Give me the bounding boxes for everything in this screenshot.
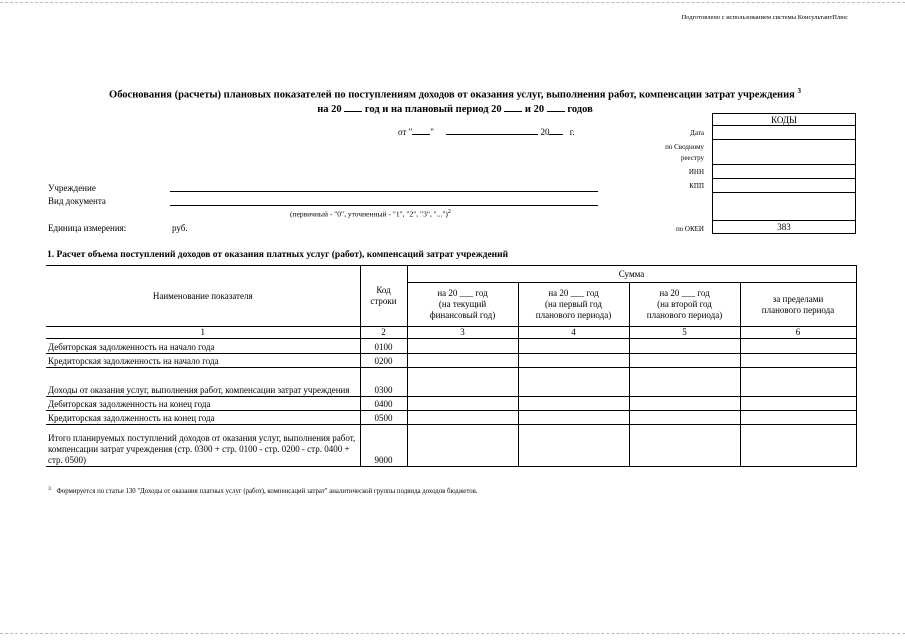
table-row <box>46 354 856 368</box>
date-year-field[interactable] <box>549 134 563 135</box>
doc-type-hint-text: (первичный - "0", уточненный - "1", "2", "3", "...") <box>290 209 448 219</box>
sum-header: Сумма <box>407 266 856 283</box>
col3-header <box>407 283 518 327</box>
row-name: Итого планируемых поступлений доходов от оказания услуг, выполнения работ, компенсации затрат учреждения (стр. 0300 + стр. 0100 - стр. 0200 - стр. 0400 + стр. 0500) <box>46 425 360 467</box>
date-year-label: 20 <box>540 127 550 137</box>
title-year-field-1[interactable] <box>344 111 362 112</box>
col5-header-line2: (на второй год <box>657 299 712 309</box>
row-code: 0200 <box>360 354 407 368</box>
title-year-field-2[interactable] <box>504 111 522 112</box>
row-value-col5[interactable] <box>629 425 740 467</box>
top-border <box>0 2 905 3</box>
unit-value: руб. <box>172 223 188 233</box>
title-year-field-3[interactable] <box>547 111 565 112</box>
calculation-table <box>46 265 857 467</box>
row-value-col3[interactable] <box>407 339 518 354</box>
table-row-total <box>46 425 856 467</box>
institution-field[interactable] <box>170 191 598 192</box>
codes-registry-label-2: реестру <box>680 154 704 162</box>
codes-date-label: Дата <box>690 129 704 137</box>
row-value-col6[interactable] <box>740 354 856 368</box>
row-name: Дебиторская задолженность на начало года <box>46 339 360 354</box>
title-footnote-mark: 3 <box>797 87 801 95</box>
codes-doc-type-cell[interactable] <box>713 193 856 221</box>
codes-registry-label-1: по Сводному <box>665 143 704 151</box>
col3-header-line3: финансовый год) <box>429 310 496 320</box>
row-value-col4[interactable] <box>518 354 629 368</box>
row-value-col6[interactable] <box>740 425 856 467</box>
codes-header: КОДЫ <box>713 114 856 126</box>
col4-header-line3: планового периода) <box>535 310 612 320</box>
date-month-field[interactable] <box>446 134 538 135</box>
title-line1: Обоснования (расчеты) плановых показателей по поступлениям доходов от оказания услуг, выполнения работ, компенсации затрат учреждения <box>109 89 795 101</box>
row-value-col3[interactable] <box>407 368 518 397</box>
row-value-col4[interactable] <box>518 368 629 397</box>
title-years-label: годов <box>567 103 593 115</box>
title-and-label: и 20 <box>524 103 545 115</box>
table-row <box>46 368 856 397</box>
footnote-text: Формируется по статье 130 "Доходы от оказания платных услуг (работ), компенсаций затрат" аналитической группы подвида доходов бюджетов. <box>56 488 478 496</box>
row-value-col6[interactable] <box>740 411 856 425</box>
table-row <box>46 339 856 354</box>
col-code-header <box>360 266 407 327</box>
row-value-col6[interactable] <box>740 339 856 354</box>
col-number-3: 3 <box>407 327 518 339</box>
row-name: Кредиторская задолженность на начало года <box>46 354 360 368</box>
section1-title: 1. Расчет объема поступлений доходов от оказания платных услуг (работ), компенсаций затрат учреждений <box>47 250 509 260</box>
col3-header-line2: (на текущий <box>438 299 487 309</box>
codes-okei-label: по ОКЕИ <box>675 225 704 233</box>
row-value-col4[interactable] <box>518 397 629 411</box>
doc-type-field[interactable] <box>170 205 598 206</box>
row-value-col3[interactable] <box>407 425 518 467</box>
date-quote: " <box>430 127 434 137</box>
row-code: 0100 <box>360 339 407 354</box>
codes-inn-cell[interactable] <box>713 165 856 179</box>
row-value-col4[interactable] <box>518 425 629 467</box>
date-g-label: г. <box>569 127 575 137</box>
row-code: 0300 <box>360 368 407 397</box>
doc-type-hint-sup: 2 <box>447 209 451 215</box>
title-planned-label: год и на плановый период 20 <box>364 103 502 115</box>
col4-header-line2: (на первый год <box>544 299 603 309</box>
col5-header <box>629 283 740 327</box>
unit-label: Единица измерения: <box>48 223 127 233</box>
codes-registry-cell[interactable] <box>713 140 856 165</box>
date-day-field[interactable] <box>412 134 430 135</box>
row-value-col4[interactable] <box>518 339 629 354</box>
row-value-col6[interactable] <box>740 368 856 397</box>
col4-header <box>518 283 629 327</box>
row-name: Кредиторская задолженность на конец года <box>46 411 360 425</box>
codes-inn-label: ИНН <box>688 168 704 176</box>
date-line <box>398 127 575 137</box>
bottom-border <box>0 633 905 634</box>
row-value-col5[interactable] <box>629 397 740 411</box>
col-number-4: 4 <box>518 327 629 339</box>
row-code: 0500 <box>360 411 407 425</box>
col6-header-line2: планового периода <box>761 304 835 315</box>
title-year-label: на 20 <box>317 103 342 115</box>
row-code: 0400 <box>360 397 407 411</box>
row-value-col3[interactable] <box>407 354 518 368</box>
col6-header <box>740 283 856 327</box>
institution-label: Учреждение <box>48 183 96 193</box>
col4-header-line1: на 20 ___ год <box>548 288 599 298</box>
col-number-1: 1 <box>46 327 360 339</box>
table-row <box>46 411 856 425</box>
codes-date-cell[interactable] <box>713 126 856 140</box>
col-code-header-1: Код <box>376 285 391 295</box>
row-value-col5[interactable] <box>629 339 740 354</box>
row-code: 9000 <box>360 425 407 467</box>
codes-kpp-label: КПП <box>689 182 704 190</box>
codes-table <box>712 113 856 234</box>
col-name-header: Наименование показателя <box>46 266 360 327</box>
col5-header-line3: планового периода) <box>646 310 723 320</box>
col3-header-line1: на 20 ___ год <box>437 288 488 298</box>
doc-type-label: Вид документа <box>48 196 106 206</box>
row-name: Доходы от оказания услуг, выполнения работ, компенсации затрат учреждения <box>46 368 360 397</box>
col5-header-line1: на 20 ___ год <box>659 288 710 298</box>
row-value-col6[interactable] <box>740 397 856 411</box>
row-value-col3[interactable] <box>407 411 518 425</box>
col-number-6: 6 <box>740 327 856 339</box>
row-value-col5[interactable] <box>629 368 740 397</box>
col-number-5: 5 <box>629 327 740 339</box>
footnote <box>48 486 478 495</box>
row-value-col3[interactable] <box>407 397 518 411</box>
row-value-col5[interactable] <box>629 354 740 368</box>
codes-okei-cell: 383 <box>713 221 856 234</box>
row-name: Дебиторская задолженность на конец года <box>46 397 360 411</box>
col-code-header-2: строки <box>370 296 397 306</box>
footnote-mark: 3 <box>48 486 51 492</box>
codes-kpp-cell[interactable] <box>713 179 856 193</box>
row-value-col4[interactable] <box>518 411 629 425</box>
row-value-col5[interactable] <box>629 411 740 425</box>
table-row <box>46 397 856 411</box>
date-from-label: от " <box>398 127 413 137</box>
col6-header-line1: за пределами <box>772 293 824 304</box>
doc-type-hint <box>290 209 451 219</box>
document-title <box>60 84 850 117</box>
col-number-2: 2 <box>360 327 407 339</box>
header-note: Подготовлено с использованием системы КонсультантПлюс <box>681 14 848 21</box>
